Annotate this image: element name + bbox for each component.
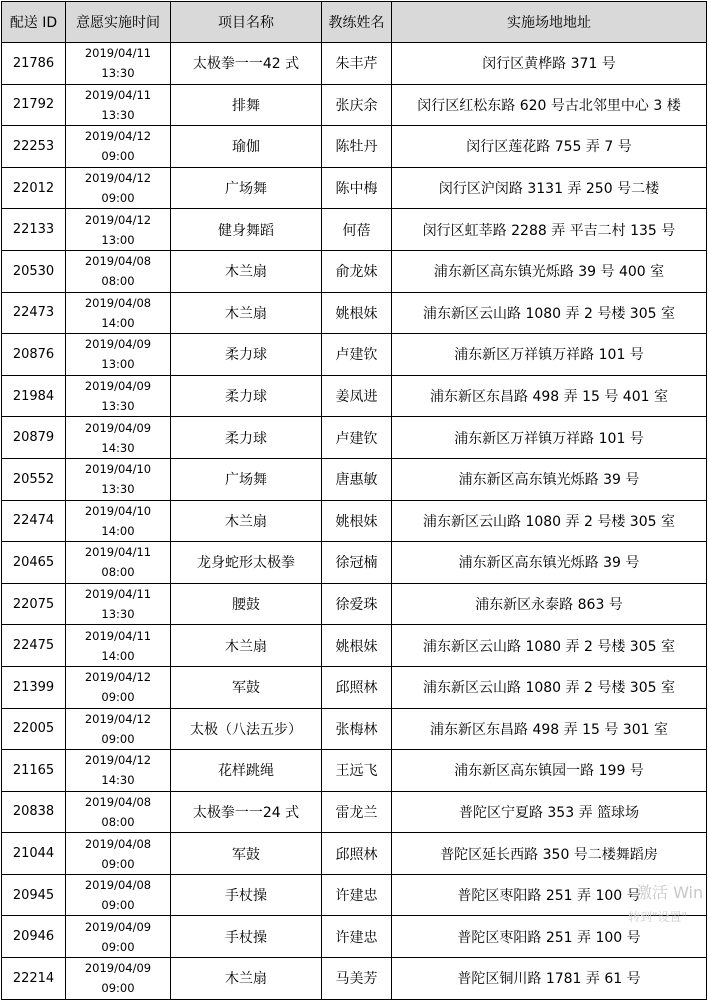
cell-coach: 马美芳 <box>322 958 392 1000</box>
cell-time-text: 13:00 <box>101 357 135 372</box>
cell-time <box>66 833 171 875</box>
cell-date-text: 2019/04/09 <box>84 420 152 435</box>
cell-coach: 邱照林 <box>322 666 392 708</box>
table-row <box>2 666 707 708</box>
cell-coach: 王远飞 <box>322 750 392 792</box>
cell-time-text: 14:00 <box>101 315 135 330</box>
cell-address: 浦东新区云山路 1080 弄 2 号楼 305 室 <box>392 500 707 542</box>
table-row <box>2 167 707 209</box>
cell-date-text: 2019/04/11 <box>84 587 152 602</box>
cell-coach: 何蓓 <box>322 209 392 251</box>
cell-address: 闵行区黄桦路 371 号 <box>392 43 707 85</box>
table-row <box>2 708 707 750</box>
cell-coach: 卢建钦 <box>322 334 392 376</box>
cell-time <box>66 292 171 334</box>
table-row <box>2 458 707 500</box>
cell-coach: 朱丰芹 <box>322 43 392 85</box>
cell-date-text: 2019/04/08 <box>84 878 152 893</box>
cell-date-text: 2019/04/09 <box>84 961 152 976</box>
cell-project: 腰鼓 <box>171 583 322 625</box>
cell-time <box>66 84 171 126</box>
cell-time <box>66 334 171 376</box>
cell-project: 太极拳一一24 式 <box>171 791 322 833</box>
cell-time-text: 13:00 <box>101 232 135 247</box>
cell-id: 20465 <box>2 542 66 584</box>
activation-watermark: 激活 Win <box>636 883 704 902</box>
cell-address: 浦东新区云山路 1080 弄 2 号楼 305 室 <box>392 625 707 667</box>
cell-time <box>66 458 171 500</box>
cell-time <box>66 126 171 168</box>
cell-project: 柔力球 <box>171 417 322 459</box>
cell-address: 浦东新区万祥镇万祥路 101 号 <box>392 334 707 376</box>
cell-id: 20876 <box>2 334 66 376</box>
cell-project: 军鼓 <box>171 833 322 875</box>
cell-time-text: 14:30 <box>101 773 135 788</box>
table-row <box>2 916 707 958</box>
header-row <box>2 2 707 43</box>
cell-date-text: 2019/04/11 <box>84 545 152 560</box>
cell-id: 22474 <box>2 500 66 542</box>
cell-id: 22253 <box>2 126 66 168</box>
cell-time-text: 08:00 <box>101 814 135 829</box>
cell-time-text: 13:30 <box>101 399 135 414</box>
cell-coach: 徐爱珠 <box>322 583 392 625</box>
cell-date-text: 2019/04/09 <box>84 337 152 352</box>
table-row <box>2 334 707 376</box>
table-row <box>2 583 707 625</box>
cell-time <box>66 874 171 916</box>
cell-time <box>66 750 171 792</box>
cell-address: 浦东新区高东镇光烁路 39 号 400 室 <box>392 250 707 292</box>
cell-time <box>66 250 171 292</box>
cell-coach: 俞龙妹 <box>322 250 392 292</box>
cell-coach: 唐惠敏 <box>322 458 392 500</box>
cell-id: 22473 <box>2 292 66 334</box>
header-address: 实施场地地址 <box>392 2 707 43</box>
cell-time <box>66 583 171 625</box>
cell-time <box>66 375 171 417</box>
cell-project: 木兰扇 <box>171 958 322 1000</box>
cell-time-text: 14:00 <box>101 648 135 663</box>
cell-coach: 雷龙兰 <box>322 791 392 833</box>
cell-date-text: 2019/04/11 <box>84 628 152 643</box>
cell-time-text: 09:00 <box>101 191 135 206</box>
cell-project: 广场舞 <box>171 458 322 500</box>
cell-time <box>66 209 171 251</box>
cell-id: 21165 <box>2 750 66 792</box>
cell-project: 军鼓 <box>171 666 322 708</box>
cell-time-text: 14:30 <box>101 440 135 455</box>
cell-id: 22075 <box>2 583 66 625</box>
cell-address: 闵行区红松东路 620 号古北邻里中心 3 楼 <box>392 84 707 126</box>
header-coach: 教练姓名 <box>322 2 392 43</box>
table-row <box>2 791 707 833</box>
cell-coach: 许建忠 <box>322 874 392 916</box>
cell-coach: 卢建钦 <box>322 417 392 459</box>
cell-address: 浦东新区东昌路 498 弄 15 号 301 室 <box>392 708 707 750</box>
cell-time-text: 08:00 <box>101 274 135 289</box>
cell-time-text: 13:30 <box>101 66 135 81</box>
table-row <box>2 958 707 1000</box>
cell-project: 龙身蛇形太极拳 <box>171 542 322 584</box>
cell-date-text: 2019/04/09 <box>84 919 152 934</box>
cell-id: 20530 <box>2 250 66 292</box>
table-row <box>2 625 707 667</box>
cell-project: 手杖操 <box>171 874 322 916</box>
cell-time <box>66 417 171 459</box>
table-row <box>2 84 707 126</box>
cell-id: 22214 <box>2 958 66 1000</box>
cell-date-text: 2019/04/10 <box>84 462 152 477</box>
cell-project: 手杖操 <box>171 916 322 958</box>
header-id: 配送 ID <box>2 2 66 43</box>
cell-address: 普陀区延长西路 350 号二楼舞蹈房 <box>392 833 707 875</box>
cell-time-text: 09:00 <box>101 898 135 913</box>
cell-time-text: 09:00 <box>101 731 135 746</box>
table-row <box>2 833 707 875</box>
cell-date-text: 2019/04/11 <box>84 87 152 102</box>
cell-id: 20838 <box>2 791 66 833</box>
cell-project: 木兰扇 <box>171 250 322 292</box>
cell-id: 20945 <box>2 874 66 916</box>
cell-time <box>66 542 171 584</box>
cell-project: 太极拳一一42 式 <box>171 43 322 85</box>
cell-id: 22133 <box>2 209 66 251</box>
cell-address: 浦东新区永泰路 863 号 <box>392 583 707 625</box>
cell-project: 花样跳绳 <box>171 750 322 792</box>
cell-address: 浦东新区东昌路 498 弄 15 号 401 室 <box>392 375 707 417</box>
cell-address: 浦东新区高东镇光烁路 39 号 <box>392 542 707 584</box>
cell-time <box>66 708 171 750</box>
cell-address: 浦东新区万祥镇万祥路 101 号 <box>392 417 707 459</box>
cell-coach: 姚根妹 <box>322 625 392 667</box>
table-row <box>2 542 707 584</box>
table-row <box>2 292 707 334</box>
cell-project: 木兰扇 <box>171 500 322 542</box>
cell-time <box>66 791 171 833</box>
cell-id: 20552 <box>2 458 66 500</box>
cell-coach: 张梅林 <box>322 708 392 750</box>
cell-id: 21399 <box>2 666 66 708</box>
table-row <box>2 874 707 916</box>
cell-address: 普陀区宁夏路 353 弄 篮球场 <box>392 791 707 833</box>
cell-time-text: 13:30 <box>101 607 135 622</box>
cell-time <box>66 916 171 958</box>
cell-project: 广场舞 <box>171 167 322 209</box>
cell-id: 20879 <box>2 417 66 459</box>
cell-time-text: 09:00 <box>101 939 135 954</box>
cell-id: 22012 <box>2 167 66 209</box>
table-row <box>2 417 707 459</box>
table-body <box>2 43 707 1000</box>
cell-coach: 姜凤进 <box>322 375 392 417</box>
cell-time-text: 14:00 <box>101 523 135 538</box>
cell-time-text: 09:00 <box>101 690 135 705</box>
cell-project: 木兰扇 <box>171 625 322 667</box>
table-row <box>2 500 707 542</box>
cell-date-text: 2019/04/08 <box>84 794 152 809</box>
cell-coach: 徐冠楠 <box>322 542 392 584</box>
cell-date-text: 2019/04/12 <box>84 129 152 144</box>
table-row <box>2 250 707 292</box>
cell-address: 浦东新区云山路 1080 弄 2 号楼 305 室 <box>392 292 707 334</box>
cell-date-text: 2019/04/08 <box>84 836 152 851</box>
cell-project: 排舞 <box>171 84 322 126</box>
cell-address: 浦东新区高东镇光烁路 39 号 <box>392 458 707 500</box>
cell-date-text: 2019/04/08 <box>84 254 152 269</box>
cell-coach: 张庆余 <box>322 84 392 126</box>
cell-time-text: 09:00 <box>101 149 135 164</box>
cell-date-text: 2019/04/12 <box>84 171 152 186</box>
cell-time-text: 13:30 <box>101 107 135 122</box>
cell-id: 21792 <box>2 84 66 126</box>
cell-coach: 陈中梅 <box>322 167 392 209</box>
cell-time <box>66 625 171 667</box>
cell-time <box>66 500 171 542</box>
cell-coach: 姚根妹 <box>322 500 392 542</box>
cell-address: 普陀区枣阳路 251 弄 100 号 <box>392 916 707 958</box>
table-row <box>2 43 707 85</box>
cell-address: 普陀区枣阳路 251 弄 100 号 <box>392 874 707 916</box>
activation-watermark-hint: 转到"设置" <box>628 910 688 924</box>
header-time: 意愿实施时间 <box>66 2 171 43</box>
table-row <box>2 750 707 792</box>
cell-project: 健身舞蹈 <box>171 209 322 251</box>
cell-id: 21984 <box>2 375 66 417</box>
cell-time-text: 09:00 <box>101 856 135 871</box>
cell-id: 21786 <box>2 43 66 85</box>
table-row <box>2 209 707 251</box>
header-project: 项目名称 <box>171 2 322 43</box>
cell-id: 22475 <box>2 625 66 667</box>
cell-time-text: 09:00 <box>101 981 135 996</box>
cell-time <box>66 666 171 708</box>
cell-date-text: 2019/04/12 <box>84 670 152 685</box>
cell-coach: 邱照林 <box>322 833 392 875</box>
cell-time-text: 08:00 <box>101 565 135 580</box>
cell-address: 闵行区莲花路 755 弄 7 号 <box>392 126 707 168</box>
cell-address: 闵行区虹莘路 2288 弄 平吉二村 135 号 <box>392 209 707 251</box>
cell-address: 普陀区铜川路 1781 弄 61 号 <box>392 958 707 1000</box>
cell-project: 柔力球 <box>171 334 322 376</box>
cell-date-text: 2019/04/10 <box>84 503 152 518</box>
cell-time <box>66 43 171 85</box>
cell-coach: 陈牡丹 <box>322 126 392 168</box>
cell-project: 瑜伽 <box>171 126 322 168</box>
cell-coach: 姚根妹 <box>322 292 392 334</box>
schedule-table <box>1 1 707 1000</box>
cell-id: 22005 <box>2 708 66 750</box>
cell-date-text: 2019/04/11 <box>84 46 152 61</box>
cell-address: 浦东新区高东镇园一路 199 号 <box>392 750 707 792</box>
cell-date-text: 2019/04/09 <box>84 379 152 394</box>
cell-date-text: 2019/04/12 <box>84 212 152 227</box>
cell-time <box>66 167 171 209</box>
table-row <box>2 375 707 417</box>
cell-time <box>66 958 171 1000</box>
table-row <box>2 126 707 168</box>
cell-id: 21044 <box>2 833 66 875</box>
cell-date-text: 2019/04/12 <box>84 711 152 726</box>
cell-date-text: 2019/04/08 <box>84 295 152 310</box>
cell-project: 太极（八法五步） <box>171 708 322 750</box>
cell-coach: 许建忠 <box>322 916 392 958</box>
cell-time-text: 13:30 <box>101 482 135 497</box>
cell-address: 浦东新区云山路 1080 弄 2 号楼 305 室 <box>392 666 707 708</box>
cell-project: 木兰扇 <box>171 292 322 334</box>
cell-address: 闵行区沪闵路 3131 弄 250 号二楼 <box>392 167 707 209</box>
cell-date-text: 2019/04/12 <box>84 753 152 768</box>
cell-id: 20946 <box>2 916 66 958</box>
cell-project: 柔力球 <box>171 375 322 417</box>
